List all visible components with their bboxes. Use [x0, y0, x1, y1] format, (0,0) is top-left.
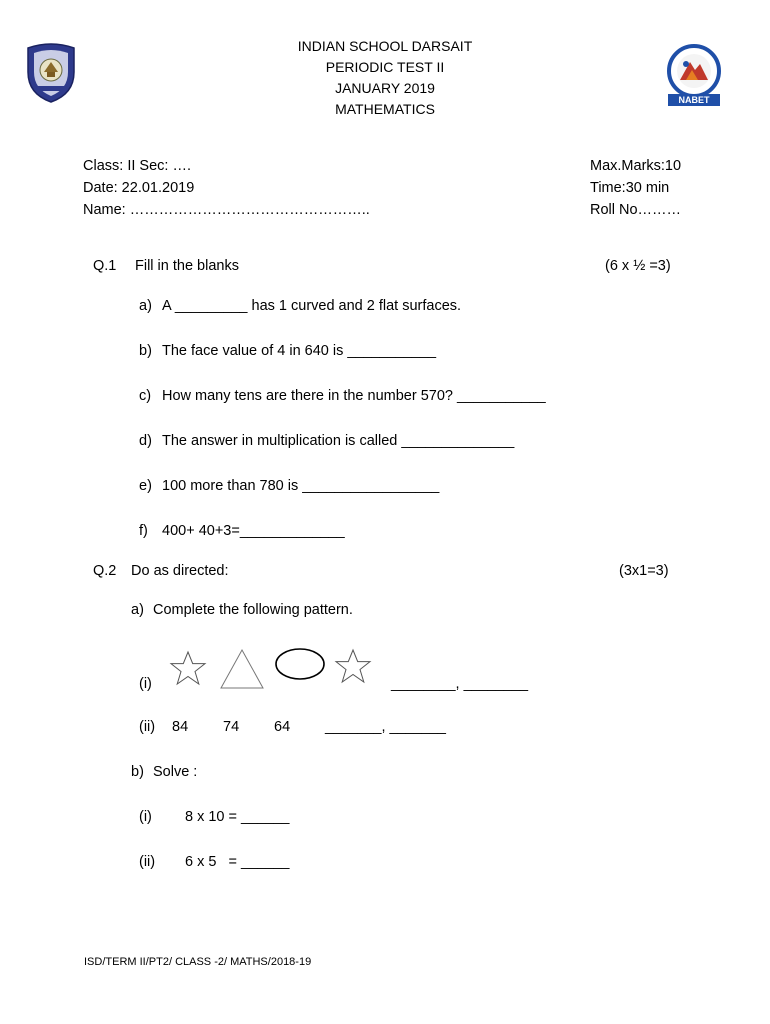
- q1-item-label: f): [139, 523, 148, 539]
- class-field: Class: II Sec: ….: [83, 158, 191, 174]
- pattern-number: 84: [172, 719, 189, 735]
- q2a-i-label: (i): [139, 676, 152, 692]
- school-name: INDIAN SCHOOL DARSAIT: [297, 38, 473, 54]
- pattern-number: 64: [274, 719, 291, 735]
- q1-item-label: e): [139, 478, 152, 494]
- q1-item-text: 100 more than 780 is _________________: [162, 478, 440, 494]
- q2b-i-label: (i): [139, 809, 152, 825]
- q2-number: Q.2: [93, 563, 117, 579]
- pattern-oval-icon: [274, 647, 326, 681]
- q1-item-text: How many tens are there in the number 570? ___________: [162, 388, 546, 404]
- q2b-text: Solve :: [153, 764, 198, 780]
- pattern-star-icon: [169, 650, 207, 688]
- q1-item-label: c): [139, 388, 152, 404]
- pattern-i-blanks: ________, ________: [391, 676, 529, 692]
- pattern-number: 74: [223, 719, 240, 735]
- q2-title: Do as directed:: [131, 563, 229, 579]
- q1-item-label: a): [139, 298, 152, 314]
- q2a-label: a): [131, 602, 144, 618]
- q1-item-text: The answer in multiplication is called ______________: [162, 433, 515, 449]
- q1-title: Fill in the blanks: [135, 258, 239, 274]
- q1-item-label: b): [139, 343, 152, 359]
- q1-number: Q.1: [93, 258, 117, 274]
- max-marks: Max.Marks:10: [590, 158, 682, 174]
- q1-item-label: d): [139, 433, 152, 449]
- q1-item-text: A _________ has 1 curved and 2 flat surfaces.: [162, 298, 462, 314]
- name-field: Name: …………………………………………..: [83, 202, 370, 218]
- exam-name: PERIODIC TEST II: [325, 59, 445, 75]
- q2-marks: (3x1=3): [619, 563, 669, 579]
- subject-name: MATHEMATICS: [335, 101, 435, 117]
- pattern-ii-blanks: _______, _______: [325, 719, 446, 735]
- roll-field: Roll No………: [590, 202, 682, 218]
- q2b-i-expr: 8 x 10 = ______: [185, 809, 290, 825]
- q1-item-text: 400+ 40+3=_____________: [162, 523, 345, 539]
- time-field: Time:30 min: [590, 180, 670, 196]
- q2b-ii-expr: 6 x 5 = ______: [185, 854, 290, 870]
- q2b-label: b): [131, 764, 144, 780]
- q1-marks: (6 x ½ =3): [605, 258, 671, 274]
- q2b-ii-label: (ii): [139, 854, 156, 870]
- q2a-ii-label: (ii): [139, 719, 156, 735]
- footer-code: ISD/TERM II/PT2/ CLASS -2/ MATHS/2018-19: [84, 956, 312, 968]
- exam-month: JANUARY 2019: [335, 80, 435, 96]
- pattern-triangle-icon: [219, 648, 265, 690]
- q2a-text: Complete the following pattern.: [153, 602, 353, 618]
- date-field: Date: 22.01.2019: [83, 180, 195, 196]
- pattern-star-icon: [334, 648, 372, 686]
- nabet-label: NABET: [678, 95, 710, 105]
- q1-item-text: The face value of 4 in 640 is ___________: [162, 343, 437, 359]
